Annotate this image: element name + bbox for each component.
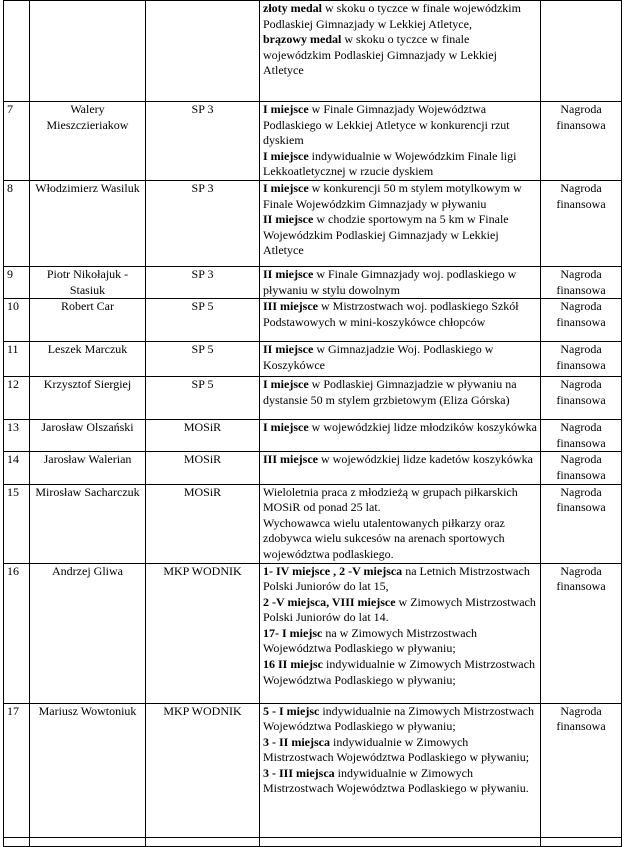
award-type: Nagroda finansowa [541,563,622,703]
achievement-place: 16 II miejsc [263,657,323,672]
achievement-entry [263,485,537,516]
school-name [146,837,260,846]
achievement-description: Wieloletnia praca z młodzieżą w grupach piłkarskich MOSiR od ponad 25 lat. [263,484,518,515]
achievements-cell [260,342,541,377]
teacher-name: Mariusz Wowtoniuk [30,703,146,837]
table-row [4,180,622,266]
achievement-description: na w Zimowych Mistrzostwach Województwa Podlaskiego w pływaniu; [263,625,477,656]
school-name: SP 5 [146,377,260,420]
achievement-place: 1- IV miejsce , 2 -V miejsca [263,563,403,578]
achievements-cell [260,703,541,837]
school-name: SP 3 [146,180,260,266]
achievements-cell [260,484,541,563]
table-row [4,452,622,484]
achievement-place: I miejsce [263,148,309,163]
achievement-entry [263,377,537,408]
achievement-description: w Gimnazjadzie Woj. Podlaskiego w Koszykówce [263,342,494,372]
award-type: Nagroda finansowa [541,102,622,181]
achievement-entry [263,342,537,373]
achievement-place: brązowy medal [263,32,342,47]
achievement-entry [263,564,537,595]
achievement-place: 3 - III miejsca [263,765,335,780]
award-type: Nagroda finansowa [541,703,622,837]
achievement-entry [263,420,537,436]
achievement-description: w Mistrzostwach woj. podlaskiego Szkół Podstawowych w mini-koszykówce chłopców [263,299,519,329]
row-number: 9 [4,266,30,298]
school-name: SP 5 [146,342,260,377]
school-name: SP 3 [146,102,260,181]
achievement-entry [263,704,537,735]
row-number [4,1,30,102]
achievement-entry [263,32,537,79]
achievement-description: w skoku o tyczce w finale wojewódzkim Podlaskiej Gimnazjady w Lekkiej Atletyce, [263,1,521,31]
row-number: 8 [4,180,30,266]
achievement-description: w chodzie sportowym na 5 km w Finale Wojewódzkim Podlaskiej Gimnazjady w Lekkiej Atletyce [263,212,509,258]
achievement-entry [263,149,537,180]
row-number [4,837,30,846]
teacher-name: Andrzej Gliwa [30,563,146,703]
achievement-entry [263,1,537,32]
achievement-entry [263,657,537,688]
school-name: MOSiR [146,452,260,484]
achievement-description: w Podlaskiej Gimnazjadzie w pływaniu na dystansie 50 m stylem grzbietowym (Eliza Górska) [263,377,517,407]
achievement-place: 17- I miejsc [263,625,323,640]
achievement-place: III miejsce [263,452,318,467]
school-name: MKP WODNIK [146,703,260,837]
achievements-cell [260,452,541,484]
achievement-entry [263,212,537,259]
achievement-entry [263,516,537,563]
achievement-entry [263,452,537,468]
achievement-place: II miejsce [263,266,314,281]
achievement-place: II miejsce [263,212,314,227]
achievement-place: III miejsce [263,299,318,314]
row-number: 7 [4,102,30,181]
table-row [4,299,622,342]
achievement-place: złoty medal [263,1,322,15]
achievement-description: w skoku o tyczce w finale wojewódzkim Podlaskiej Gimnazjady w Lekkiej Atletyce [263,32,497,78]
achievements-cell [260,299,541,342]
teacher-name [30,837,146,846]
achievement-entry [263,102,537,149]
table-row [4,266,622,298]
award-type: Nagroda finansowa [541,452,622,484]
award-type: Nagroda finansowa [541,180,622,266]
achievement-place: 5 - I miejsc [263,703,320,718]
achievement-place: 3 - II miejsca [263,734,330,749]
award-type: Nagroda finansowa [541,342,622,377]
row-number: 10 [4,299,30,342]
row-number: 16 [4,563,30,703]
teacher-name [30,1,146,102]
school-name: SP 3 [146,266,260,298]
teacher-name: Krzysztof Siergiej [30,377,146,420]
achievement-description: w wojewódzkiej lidze kadetów koszykówka [317,452,533,467]
table-row [4,102,622,181]
achievement-place: I miejsce [263,102,309,116]
achievement-description: w Zimowych Mistrzostwach Polski Juniorów do lat 14. [263,594,536,625]
achievement-description: w wojewódzkiej lidze młodzików koszykówka [308,420,537,435]
school-name: MOSiR [146,484,260,563]
achievement-description: indywidualnie w Zimowych Mistrzostwach Województwa Podlaskiego w pływaniu; [263,657,535,687]
school-name [146,1,260,102]
achievements-cell [260,102,541,181]
award-type: Nagroda finansowa [541,420,622,452]
achievements-cell [260,1,541,102]
achievements-cell [260,837,541,846]
award-type: Nagroda finansowa [541,266,622,298]
table-row [4,420,622,452]
achievement-place: II miejsce [263,342,314,357]
achievement-description: indywidualnie na Zimowych Mistrzostwach Województwa Podlaskiego w pływaniu; [263,703,534,734]
achievement-entry [263,766,537,797]
table-row [4,484,622,563]
row-number: 14 [4,452,30,484]
row-number: 17 [4,703,30,837]
achievement-description: indywidualnie w Zimowych Mistrzostwach Województwa Podlaskiego w pływaniu; [263,734,530,765]
table-row [4,837,622,846]
achievements-cell [260,377,541,420]
achievement-place: 2 -V miejsca, VIII miejsce [263,594,396,609]
award-type: Nagroda finansowa [541,377,622,420]
achievement-description: na Letnich Mistrzostwach Polski Juniorów do lat 15, [263,563,530,594]
table-row [4,703,622,837]
teacher-name: Włodzimierz Wasiluk [30,180,146,266]
achievement-description: indywidualnie w Zimowych Mistrzostwach Województwa Podlaskiego w pływaniu. [263,765,529,796]
teacher-name: Walery Mieszczieriakow [30,102,146,181]
achievement-place: I miejsce [263,420,309,435]
achievement-entry [263,299,537,330]
achievement-entry [263,595,537,626]
table-row [4,563,622,703]
teacher-name: Jarosław Walerian [30,452,146,484]
achievement-description: w konkurencji 50 m stylem motylkowym w Finale Wojewódzkim Gimnazjady w pływaniu [263,180,522,211]
school-name: MKP WODNIK [146,563,260,703]
row-number: 13 [4,420,30,452]
table-row [4,342,622,377]
achievements-cell [260,420,541,452]
teacher-name: Jarosław Olszański [30,420,146,452]
achievement-entry [263,181,537,212]
achievement-description: indywidualnie w Wojewódzkim Finale ligi Lekkoatletycznej w rzucie dyskiem [263,148,517,179]
achievement-description: w Finale Gimnazjady woj. podlaskiego w pływaniu w stylu dowolnym [263,266,517,297]
achievement-place: I miejsce [263,180,309,195]
table-row [4,1,622,102]
achievement-entry [263,626,537,657]
achievement-description: Wychowawca wielu utalentowanych piłkarzy oraz zdobywca wielu sukcesów na arenach sportowych województwa podlaskiego. [263,515,505,561]
award-type [541,837,622,846]
teacher-name: Mirosław Sacharczuk [30,484,146,563]
award-type: Nagroda finansowa [541,484,622,563]
award-type [541,1,622,102]
row-number: 12 [4,377,30,420]
teacher-name: Leszek Marczuk [30,342,146,377]
achievement-entry [263,735,537,766]
awards-table-body [4,1,622,847]
achievements-cell [260,266,541,298]
achievements-cell [260,180,541,266]
school-name: MOSiR [146,420,260,452]
teacher-name: Robert Car [30,299,146,342]
achievements-cell [260,563,541,703]
award-type: Nagroda finansowa [541,299,622,342]
achievement-place: I miejsce [263,377,309,392]
teacher-name: Piotr Nikołajuk - Stasiuk [30,266,146,298]
school-name: SP 5 [146,299,260,342]
row-number: 11 [4,342,30,377]
row-number: 15 [4,484,30,563]
achievement-entry [263,267,537,298]
table-row [4,377,622,420]
awards-table [3,0,622,847]
achievement-description: w Finale Gimnazjady Województwa Podlaskiego w Lekkiej Atletyce w konkurencji rzut dyskiem [263,102,510,148]
